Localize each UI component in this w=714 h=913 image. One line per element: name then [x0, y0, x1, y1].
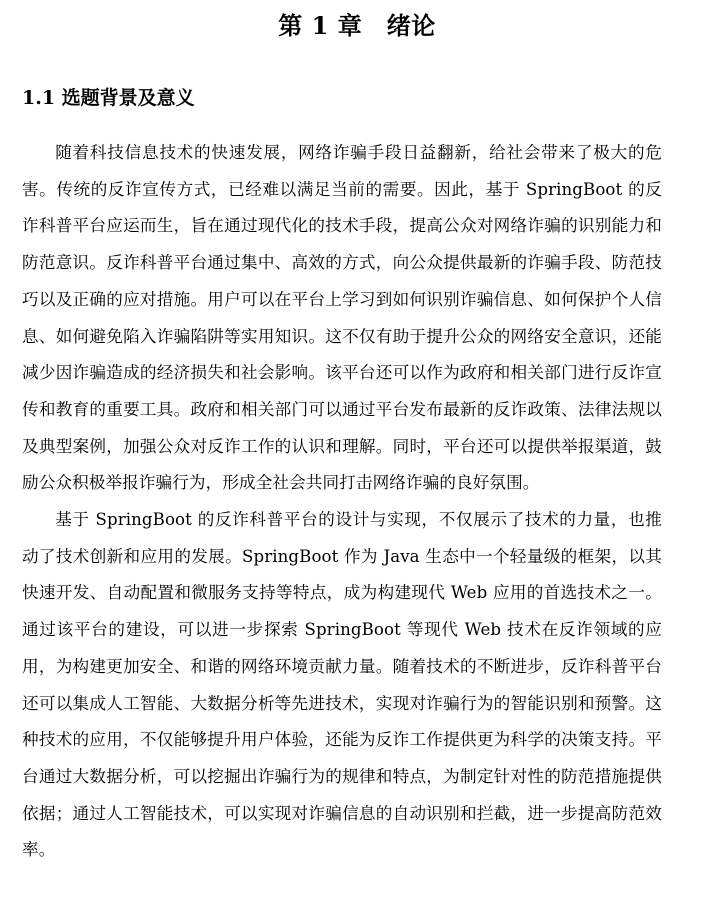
section-title: 1.1 选题背景及意义 — [22, 87, 195, 109]
chapter-title: 第 1 章 绪论 — [278, 11, 436, 40]
paragraph: 基于 SpringBoot 的反诈科普平台的设计与实现，不仅展示了技术的力量，也推动了技术创新和应用的发展。SpringBoot 作为 Java 生态中一个轻量级的框架，以其快速开发、自动配置和微服务支持等特点，成为构建现代 Web 应用的首选技术之一。通过该平台的建设，可以进一步探索 SpringBoot 等现代 Web 技术在反诈领域的应用，为构建更加安全、和谐的网络环境贡献力量。随着技术的不断进步，反诈科普平台还可以集成人工智能、大数据分析等先进技术，实现对诈骗行为的智能识别和预警。这种技术的应用，不仅能够提升用户体验，还能为反诈工作提供更为科学的决策支持。平台通过大数据分析，可以挖掘出诈骗行为的规律和特点，为制定针对性的防范措施提供依据；通过人工智能技术，可以实现对诈骗信息的自动识别和拦截，进一步提高防范效率。 — [22, 510, 662, 860]
section-body — [22, 135, 662, 869]
paragraph: 随着科技信息技术的快速发展，网络诈骗手段日益翻新，给社会带来了极大的危害。传统的反诈宣传方式，已经难以满足当前的需要。因此，基于 SpringBoot 的反诈科普平台应运而生，旨在通过现代化的技术手段，提高公众对网络诈骗的识别能力和防范意识。反诈科普平台通过集中、高效的方式，向公众提供最新的诈骗手段、防范技巧以及正确的应对措施。用户可以在平台上学习到如何识别诈骗信息、如何保护个人信息、如何避免陷入诈骗陷阱等实用知识。这不仅有助于提升公众的网络安全意识，还能减少因诈骗造成的经济损失和社会影响。该平台还可以作为政府和相关部门进行反诈宣传和教育的重要工具。政府和相关部门可以通过平台发布最新的反诈政策、法律法规以及典型案例，加强公众对反诈工作的认识和理解。同时，平台还可以提供举报渠道，鼓励公众积极举报诈骗行为，形成全社会共同打击网络诈骗的良好氛围。 — [22, 143, 662, 493]
